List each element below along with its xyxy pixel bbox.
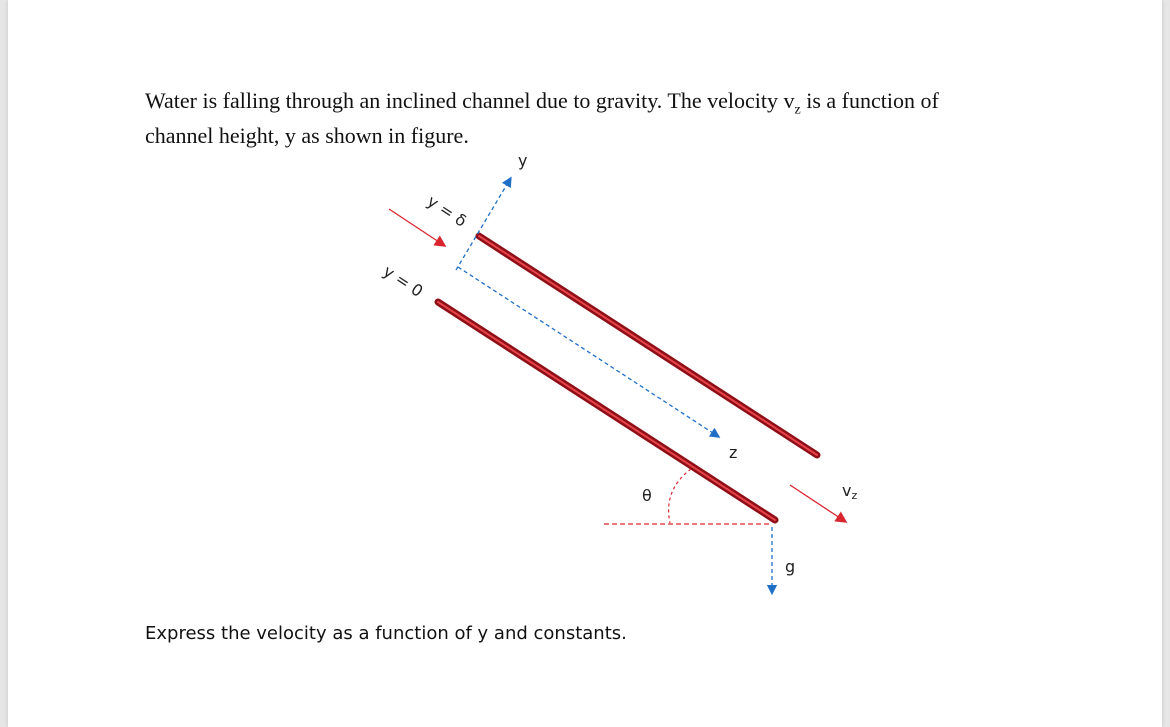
velocity-label — [842, 481, 857, 502]
document-page — [8, 0, 1162, 727]
z-axis-arrow — [458, 267, 716, 435]
y-delta-label: y = δ — [423, 191, 471, 231]
velocity-label-main: v — [842, 481, 852, 500]
problem-statement-line2: channel height, y as shown in figure. — [145, 123, 469, 149]
inclined-channel-diagram — [8, 0, 1162, 727]
velocity-label-sub: z — [851, 489, 858, 502]
channel-wall-bottom — [438, 302, 775, 520]
problem-statement-line1: Water is falling through an inclined channel due to gravity. The velocity v — [145, 88, 795, 113]
gravity-label: g — [785, 557, 796, 576]
z-axis-label: z — [729, 443, 738, 462]
problem-statement-line1-end: is a function of — [800, 88, 939, 113]
inlet-arrow-top — [389, 209, 442, 244]
channel-wall-top — [479, 236, 817, 455]
angle-theta-arc — [669, 469, 691, 523]
velocity-subscript: z — [794, 102, 801, 118]
y-axis-label: y — [518, 151, 528, 170]
question-text: Express the velocity as a function of y and constants. — [145, 623, 627, 644]
velocity-vz-arrow — [790, 485, 843, 520]
y-axis-arrow — [456, 181, 509, 270]
theta-label: θ — [642, 486, 652, 505]
y-zero-label: y = 0 — [379, 261, 427, 301]
